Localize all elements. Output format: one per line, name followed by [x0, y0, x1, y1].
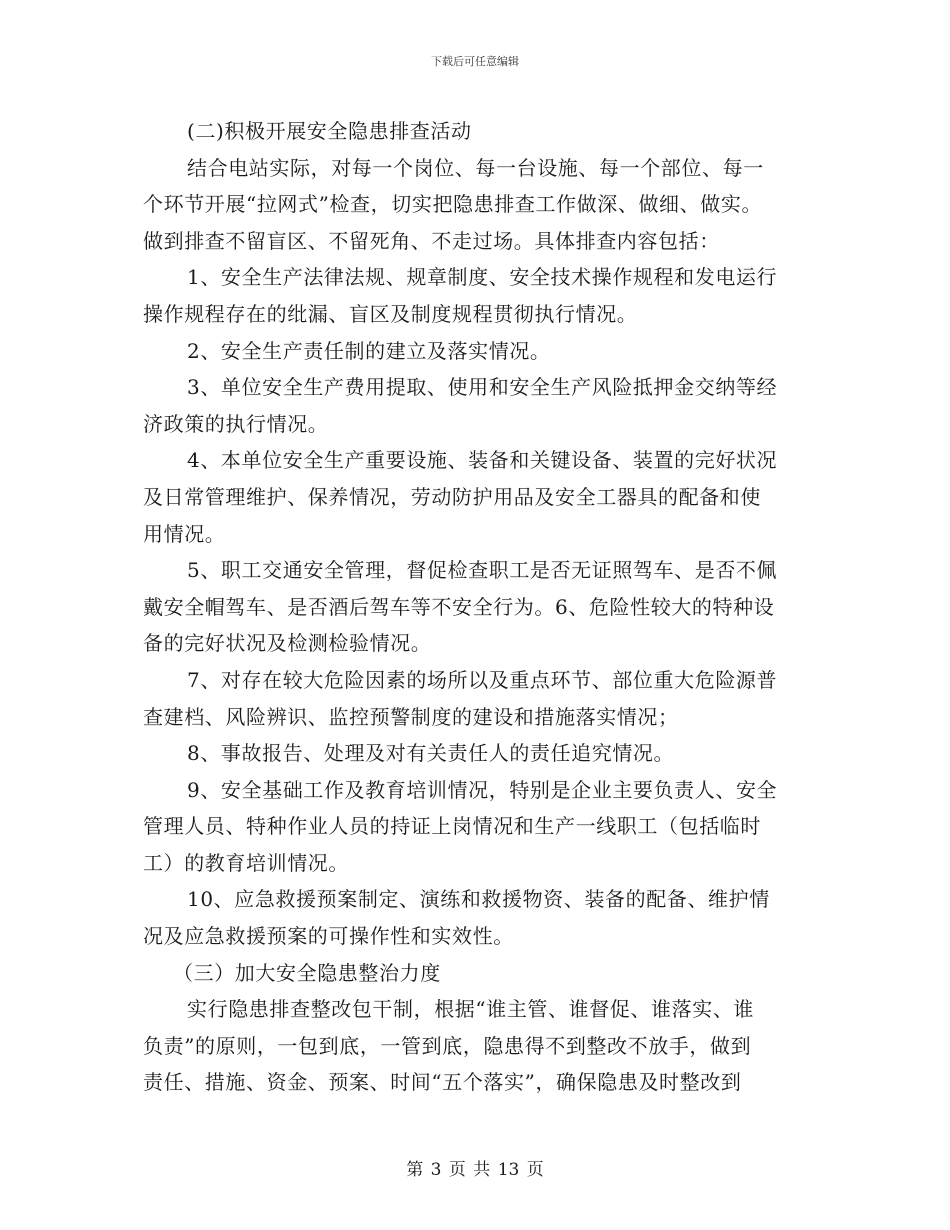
page-header: 下载后可任意编辑 [431, 55, 519, 68]
list-item-line: 4、本单位安全生产重要设施、装备和关键设备、装置的完好状况 [187, 448, 778, 473]
paragraph-line: 负责”的原则，一包到底，一管到底，隐患得不到整改不放手，做到 [143, 1033, 752, 1058]
list-item-line: 3、单位安全生产费用提取、使用和安全生产风险抵押金交纳等经 [187, 375, 778, 400]
paragraph-line: 个环节开展“拉网式”检查，切实把隐患排查工作做深、做细、做实。 [143, 192, 763, 217]
list-item-line: 备的完好状况及检测检验情况。 [143, 631, 432, 656]
paragraph-line: 做到排查不留盲区、不留死角、不走过场。具体排查内容包括： [143, 228, 720, 253]
section-heading: （三）加大安全隐患整治力度 [173, 960, 441, 985]
paragraph-line: 责任、措施、资金、预案、时间“五个落实”，确保隐患及时整改到 [143, 1070, 742, 1095]
list-item-line: 10、应急救援预案制定、演练和救援物资、装备的配备、维护情 [187, 887, 770, 912]
list-item-line: 5、职工交通安全管理，督促检查职工是否无证照驾车、是否不佩 [187, 558, 778, 583]
list-item-line: 戴安全帽驾车、是否酒后驾车等不安全行为。6、危险性较大的特种设 [143, 594, 775, 619]
list-item-line: 7、对存在较大危险因素的场所以及重点环节、部位重大危险源普 [187, 667, 778, 692]
list-item-line: 8、事故报告、处理及对有关责任人的责任追究情况。 [187, 741, 675, 766]
list-item-line: 用情况。 [143, 521, 226, 546]
list-item-line: 2、安全生产责任制的建立及落实情况。 [187, 338, 551, 363]
list-item-line: 济政策的执行情况。 [143, 411, 329, 436]
list-item-line: 查建档、风险辨识、监控预警制度的建设和措施落实情况； [143, 704, 679, 729]
section-heading: (二)积极开展安全隐患排查活动 [187, 119, 472, 143]
list-item-line: 9、安全基础工作及教育培训情况，特别是企业主要负责人、安全 [187, 777, 778, 802]
paragraph-line: 结合电站实际，对每一个岗位、每一台设施、每一个部位、每一 [187, 155, 764, 180]
list-item-line: 操作规程存在的纰漏、盲区及制度规程贯彻执行情况。 [143, 301, 638, 326]
document-body [143, 113, 808, 1101]
list-item-line: 及日常管理维护、保养情况，劳动防护用品及安全工器具的配备和使 [143, 484, 761, 509]
page-number: 第 3 页 共 13 页 [406, 1160, 544, 1180]
list-item-line: 1、安全生产法律法规、规章制度、安全技术操作规程和发电运行 [187, 265, 778, 290]
list-item-line: 况及应急救援预案的可操作性和实效性。 [143, 924, 514, 949]
list-item-line: 工）的教育培训情况。 [143, 850, 349, 875]
list-item-line: 管理人员、特种作业人员的持证上岗情况和生产一线职工（包括临时 [143, 814, 761, 839]
paragraph-line: 实行隐患排查整改包干制，根据“谁主管、谁督促、谁落实、谁 [187, 997, 755, 1022]
